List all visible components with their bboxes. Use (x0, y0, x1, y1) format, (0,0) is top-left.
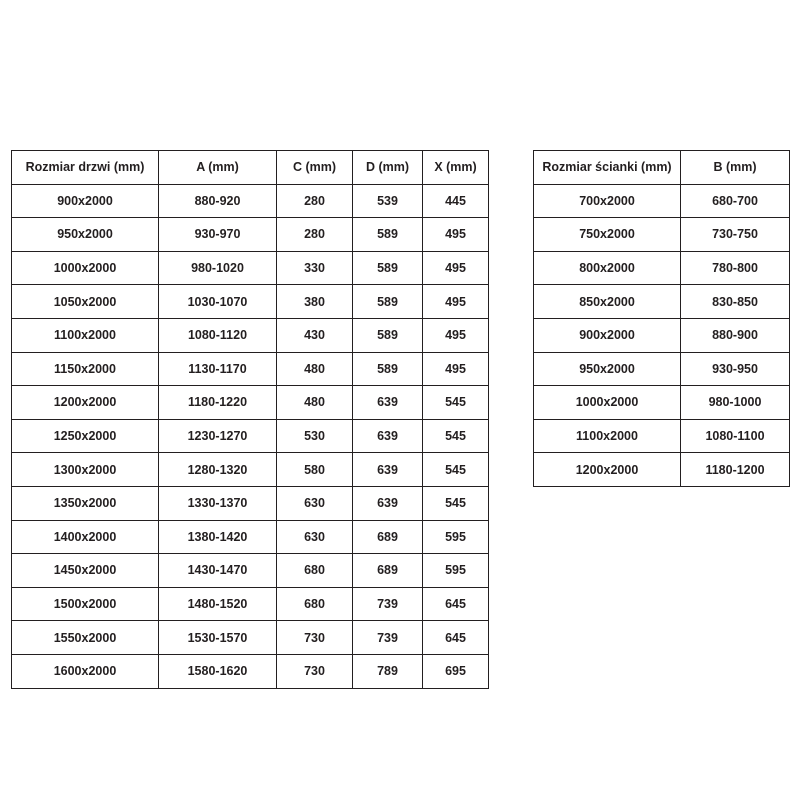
table-header-row (534, 151, 790, 185)
cell-b: 780-800 (681, 251, 790, 285)
cell-x: 595 (423, 520, 489, 554)
cell-a: 1530-1570 (159, 621, 277, 655)
cell-b: 1080-1100 (681, 419, 790, 453)
table-row (12, 184, 489, 218)
cell-a: 1130-1170 (159, 352, 277, 386)
cell-a: 1480-1520 (159, 587, 277, 621)
cell-d: 639 (353, 453, 423, 487)
table-row (12, 251, 489, 285)
cell-a: 1180-1220 (159, 386, 277, 420)
table-row (12, 486, 489, 520)
cell-x: 445 (423, 184, 489, 218)
cell-wall-size: 800x2000 (534, 251, 681, 285)
cell-door-size: 1300x2000 (12, 453, 159, 487)
cell-wall-size: 850x2000 (534, 285, 681, 319)
table-row (12, 218, 489, 252)
cell-a: 930-970 (159, 218, 277, 252)
cell-c: 580 (277, 453, 353, 487)
cell-a: 1080-1120 (159, 318, 277, 352)
cell-d: 589 (353, 285, 423, 319)
cell-wall-size: 900x2000 (534, 318, 681, 352)
cell-d: 739 (353, 587, 423, 621)
table-row (12, 621, 489, 655)
cell-door-size: 1200x2000 (12, 386, 159, 420)
cell-x: 495 (423, 285, 489, 319)
cell-wall-size: 1000x2000 (534, 386, 681, 420)
cell-door-size: 1600x2000 (12, 654, 159, 688)
cell-door-size: 1050x2000 (12, 285, 159, 319)
cell-c: 280 (277, 184, 353, 218)
cell-c: 480 (277, 352, 353, 386)
table-row (534, 251, 790, 285)
table-row (12, 520, 489, 554)
cell-x: 495 (423, 218, 489, 252)
table-row (12, 318, 489, 352)
cell-a: 980-1020 (159, 251, 277, 285)
cell-x: 545 (423, 386, 489, 420)
cell-d: 689 (353, 520, 423, 554)
cell-x: 545 (423, 419, 489, 453)
cell-door-size: 1350x2000 (12, 486, 159, 520)
cell-wall-size: 750x2000 (534, 218, 681, 252)
cell-c: 630 (277, 486, 353, 520)
cell-wall-size: 950x2000 (534, 352, 681, 386)
table-row (534, 218, 790, 252)
cell-b: 1180-1200 (681, 453, 790, 487)
cell-b: 730-750 (681, 218, 790, 252)
cell-x: 545 (423, 453, 489, 487)
table-row (534, 352, 790, 386)
table-row (534, 386, 790, 420)
doors-size-table (11, 150, 489, 689)
cell-c: 730 (277, 654, 353, 688)
cell-c: 730 (277, 621, 353, 655)
table-row (534, 184, 790, 218)
cell-c: 530 (277, 419, 353, 453)
cell-door-size: 1150x2000 (12, 352, 159, 386)
cell-b: 980-1000 (681, 386, 790, 420)
cell-x: 645 (423, 621, 489, 655)
cell-c: 680 (277, 587, 353, 621)
table-row (12, 554, 489, 588)
cell-d: 639 (353, 419, 423, 453)
cell-door-size: 900x2000 (12, 184, 159, 218)
cell-a: 1380-1420 (159, 520, 277, 554)
column-header-b: B (mm) (681, 151, 790, 185)
table-row (534, 285, 790, 319)
cell-c: 680 (277, 554, 353, 588)
column-header-c: C (mm) (277, 151, 353, 185)
cell-d: 589 (353, 352, 423, 386)
cell-a: 1230-1270 (159, 419, 277, 453)
cell-door-size: 1100x2000 (12, 318, 159, 352)
cell-door-size: 1400x2000 (12, 520, 159, 554)
cell-a: 1330-1370 (159, 486, 277, 520)
cell-x: 695 (423, 654, 489, 688)
table-row (12, 419, 489, 453)
cell-x: 595 (423, 554, 489, 588)
cell-a: 1280-1320 (159, 453, 277, 487)
cell-b: 830-850 (681, 285, 790, 319)
cell-door-size: 950x2000 (12, 218, 159, 252)
cell-x: 545 (423, 486, 489, 520)
cell-c: 380 (277, 285, 353, 319)
cell-c: 480 (277, 386, 353, 420)
cell-b: 880-900 (681, 318, 790, 352)
cell-door-size: 1000x2000 (12, 251, 159, 285)
cell-c: 330 (277, 251, 353, 285)
cell-c: 630 (277, 520, 353, 554)
cell-d: 739 (353, 621, 423, 655)
table-row (534, 419, 790, 453)
cell-door-size: 1450x2000 (12, 554, 159, 588)
cell-d: 639 (353, 386, 423, 420)
cell-d: 589 (353, 251, 423, 285)
cell-a: 1430-1470 (159, 554, 277, 588)
column-header-door-size: Rozmiar drzwi (mm) (12, 151, 159, 185)
table-row (534, 453, 790, 487)
cell-d: 589 (353, 218, 423, 252)
table-row (12, 352, 489, 386)
cell-door-size: 1250x2000 (12, 419, 159, 453)
cell-d: 789 (353, 654, 423, 688)
cell-x: 495 (423, 352, 489, 386)
cell-d: 539 (353, 184, 423, 218)
column-header-wall-size: Rozmiar ścianki (mm) (534, 151, 681, 185)
cell-door-size: 1500x2000 (12, 587, 159, 621)
cell-d: 689 (353, 554, 423, 588)
cell-wall-size: 1100x2000 (534, 419, 681, 453)
cell-b: 680-700 (681, 184, 790, 218)
cell-d: 589 (353, 318, 423, 352)
column-header-d: D (mm) (353, 151, 423, 185)
cell-x: 645 (423, 587, 489, 621)
column-header-a: A (mm) (159, 151, 277, 185)
table-row (12, 285, 489, 319)
cell-c: 430 (277, 318, 353, 352)
cell-wall-size: 700x2000 (534, 184, 681, 218)
cell-a: 880-920 (159, 184, 277, 218)
cell-a: 1030-1070 (159, 285, 277, 319)
table-row (12, 654, 489, 688)
cell-b: 930-950 (681, 352, 790, 386)
cell-door-size: 1550x2000 (12, 621, 159, 655)
column-header-x: X (mm) (423, 151, 489, 185)
table-row (12, 453, 489, 487)
cell-wall-size: 1200x2000 (534, 453, 681, 487)
table-row (12, 386, 489, 420)
cell-x: 495 (423, 318, 489, 352)
wall-size-table (533, 150, 790, 487)
cell-x: 495 (423, 251, 489, 285)
cell-d: 639 (353, 486, 423, 520)
table-row (12, 587, 489, 621)
table-row (534, 318, 790, 352)
table-header-row (12, 151, 489, 185)
cell-a: 1580-1620 (159, 654, 277, 688)
cell-c: 280 (277, 218, 353, 252)
